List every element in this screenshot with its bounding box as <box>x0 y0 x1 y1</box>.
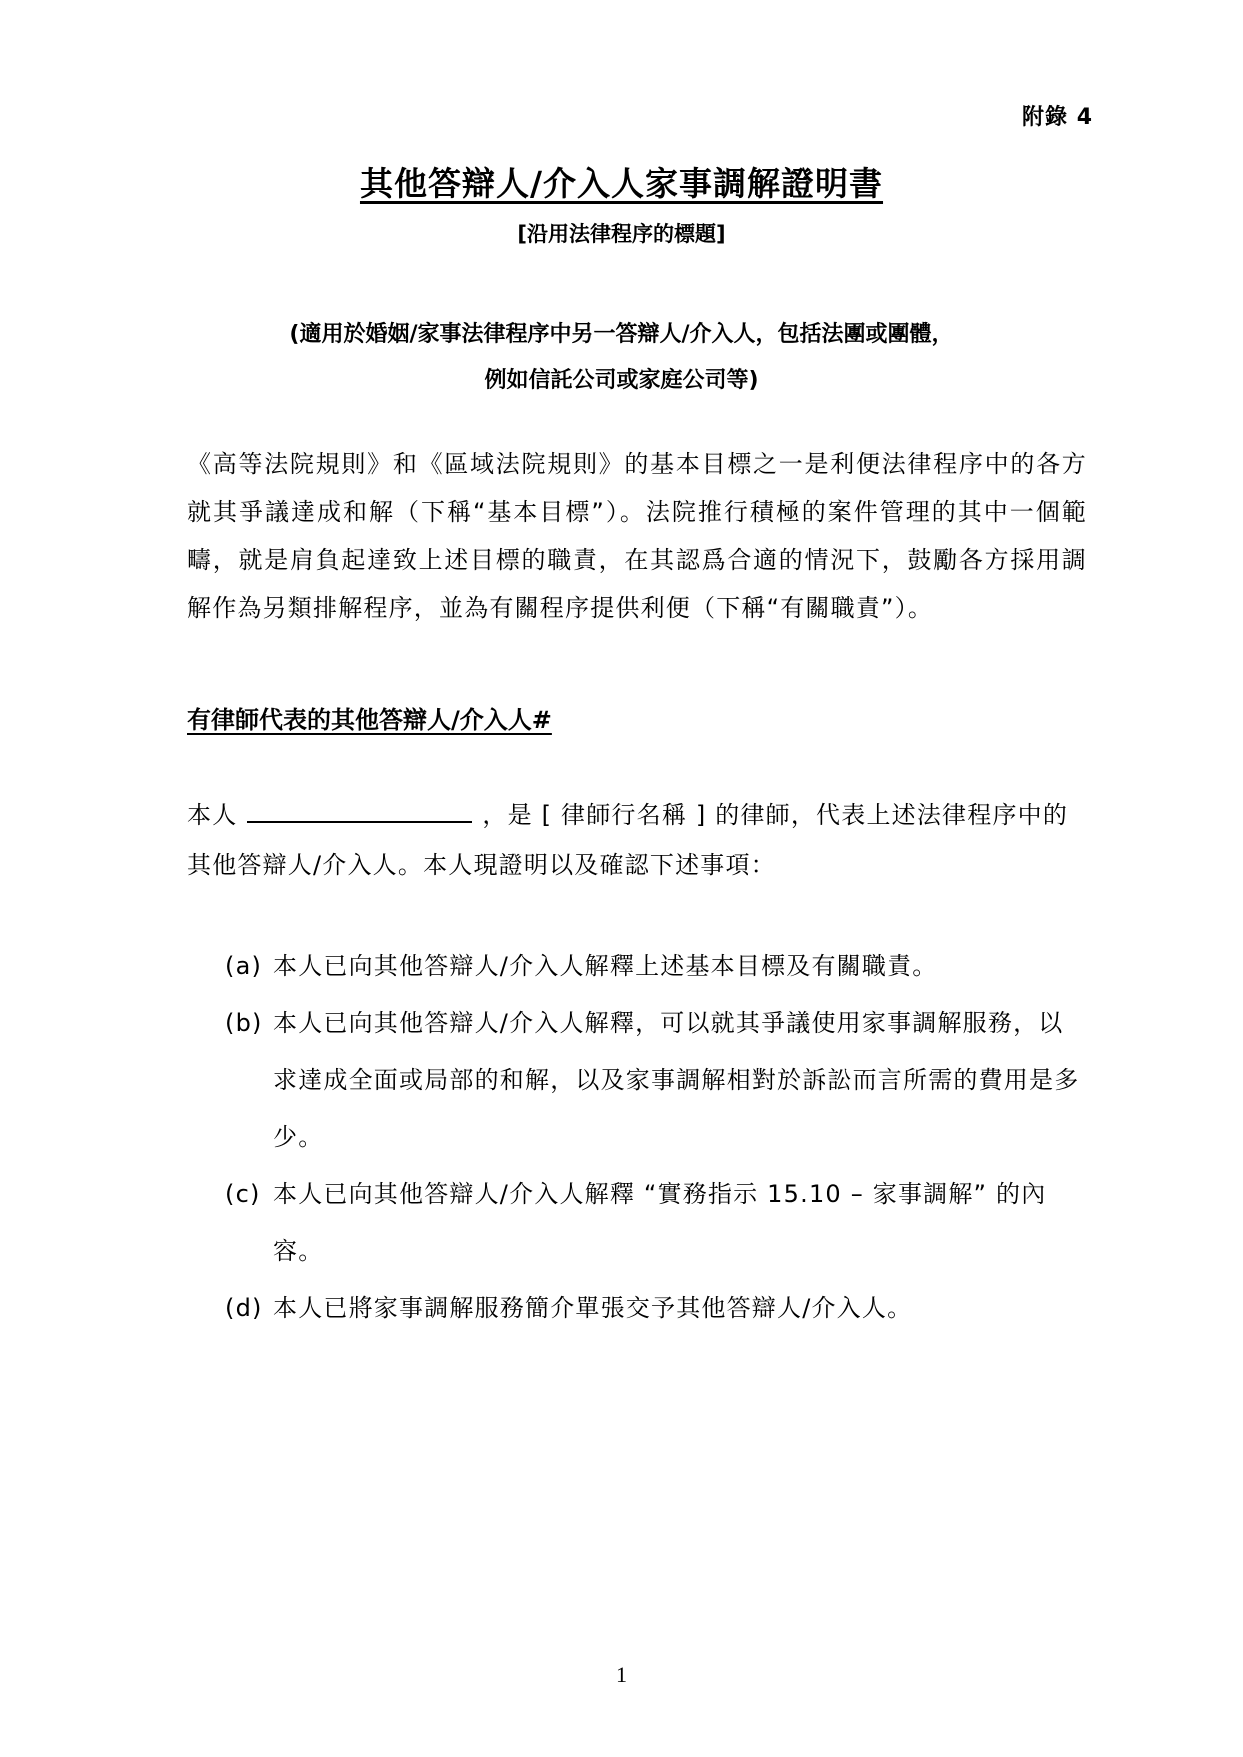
item-marker: (a) <box>225 952 263 980</box>
list-item <box>225 1280 1087 1337</box>
item-text: 本人已向其他答辯人/介入人解釋 “實務指示 15.10 – 家事調解” 的內容。 <box>273 1180 1047 1265</box>
applicability-line-1: (適用於婚姻/家事法律程序中另一答辯人/介入人，包括法團或團體， <box>289 322 954 347</box>
item-marker: (c) <box>225 1180 261 1208</box>
list-item <box>225 938 1087 995</box>
document-title: 其他答辯人/介入人家事調解證明書 <box>359 164 884 203</box>
applicability-line-2: 例如信託公司或家庭公司等) <box>484 368 759 393</box>
item-marker: (d) <box>225 1294 263 1322</box>
statement-prefix: 本人 <box>187 801 238 829</box>
applicability-note <box>0 312 1243 404</box>
item-text: 本人已向其他答辯人/介入人解釋，可以就其爭議使用家事調解服務，以求達成全面或局部的和解，以及家事調解相對於訴訟而言所需的費用是多少。 <box>273 1009 1080 1151</box>
solicitor-statement <box>187 790 1087 890</box>
intro-paragraph: 《高等法院規則》和《區域法院規則》的基本目標之一是利便法律程序中的各方就其爭議達成和解（下稱“基本目標”）。法院推行積極的案件管理的其中一個範疇，就是肩負起達致上述目標的職責，在其認爲合適的情況下，鼓勵各方採用調解作為另類排解程序，並為有關程序提供利便（下稱“有關職責”）。 <box>187 450 1087 622</box>
list-item <box>225 995 1087 1166</box>
item-marker: (b) <box>225 1009 263 1037</box>
document-subtitle: [沿用法律程序的標題] <box>517 222 726 246</box>
confirmation-list <box>225 938 1087 1337</box>
statement-suffix: ，是 [ 律師行名稱 ] 的律師，代表上述法律程序中的其他答辯人/介入人。本人現證明以及確認下述事項： <box>187 801 1069 879</box>
item-text: 本人已向其他答辯人/介入人解釋上述基本目標及有關職責。 <box>273 952 938 980</box>
annex-label: 附錄 4 <box>1022 105 1093 130</box>
item-text: 本人已將家事調解服務簡介單張交予其他答辯人/介入人。 <box>273 1294 913 1322</box>
section-heading: 有律師代表的其他答辯人/介入人# <box>187 706 552 734</box>
name-blank-line <box>247 795 472 823</box>
list-item <box>225 1166 1087 1280</box>
page-number: 1 <box>616 1662 627 1687</box>
